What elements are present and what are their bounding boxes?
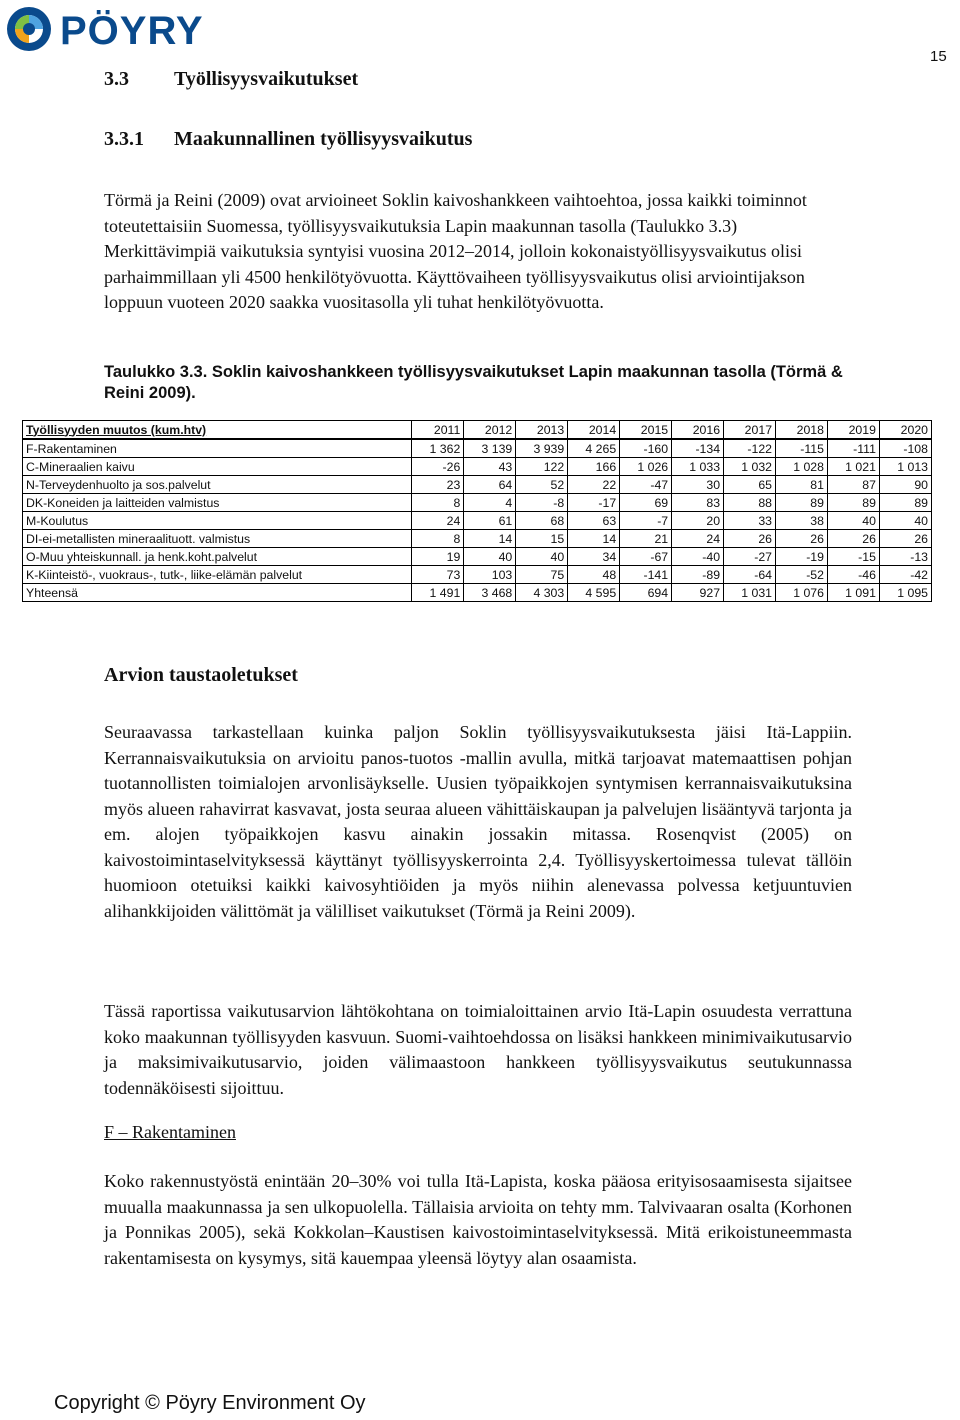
copyright-footer: Copyright © Pöyry Environment Oy	[54, 1392, 366, 1414]
table-cell: 90	[879, 476, 931, 494]
table-cell: 1 091	[827, 584, 879, 602]
table-header-label: Työllisyyden muutos (kum.htv)	[23, 421, 412, 440]
table-cell: 81	[776, 476, 828, 494]
employment-table	[22, 420, 932, 602]
table-cell: 19	[412, 548, 464, 566]
year-header: 2016	[672, 421, 724, 440]
subsection-heading	[104, 128, 472, 151]
table-cell: 20	[672, 512, 724, 530]
table-cell: 694	[620, 584, 672, 602]
table-cell: -26	[412, 458, 464, 476]
table-cell: 1 491	[412, 584, 464, 602]
section-heading	[104, 68, 358, 91]
table-cell: 4 303	[516, 584, 568, 602]
row-label: Yhteensä	[23, 584, 412, 602]
table-cell: -134	[672, 439, 724, 458]
table-row	[23, 458, 932, 476]
table-cell: 63	[568, 512, 620, 530]
table-cell: 69	[620, 494, 672, 512]
subsection-title: Maakunnallinen työllisyysvaikutus	[174, 128, 473, 150]
table-cell: 83	[672, 494, 724, 512]
subsection-number: 3.3.1	[104, 128, 144, 150]
table-cell: 75	[516, 566, 568, 584]
table-cell: 30	[672, 476, 724, 494]
row-label: O-Muu yhteiskunnall. ja henk.koht.palvelut	[23, 548, 412, 566]
table-cell: 122	[516, 458, 568, 476]
table-row	[23, 548, 932, 566]
table-cell: 4 265	[568, 439, 620, 458]
year-header: 2019	[827, 421, 879, 440]
table-cell: -47	[620, 476, 672, 494]
table-cell: 65	[724, 476, 776, 494]
table-cell: 64	[464, 476, 516, 494]
table-cell: 15	[516, 530, 568, 548]
row-label: F-Rakentaminen	[23, 439, 412, 458]
table-cell: -89	[672, 566, 724, 584]
table-cell: 24	[412, 512, 464, 530]
table-row	[23, 476, 932, 494]
table-cell: 927	[672, 584, 724, 602]
table-cell: 1 076	[776, 584, 828, 602]
table-cell: -7	[620, 512, 672, 530]
table-cell: 26	[776, 530, 828, 548]
table-row	[23, 566, 932, 584]
table-cell: 88	[724, 494, 776, 512]
table-cell: 61	[464, 512, 516, 530]
table-row	[23, 512, 932, 530]
table-cell: 1 026	[620, 458, 672, 476]
table-cell: 89	[827, 494, 879, 512]
table-caption: Taulukko 3.3. Soklin kaivoshankkeen työllisyysvaikutukset Lapin maakunnan tasolla (Törmä & Reini 2009).	[104, 363, 843, 402]
section-number: 3.3	[104, 68, 129, 90]
table-cell: 1 033	[672, 458, 724, 476]
table-cell: 1 032	[724, 458, 776, 476]
row-label: N-Terveydenhuolto ja sos.palvelut	[23, 476, 412, 494]
table-cell: 4	[464, 494, 516, 512]
table-row	[23, 584, 932, 602]
table-cell: -40	[672, 548, 724, 566]
table-cell: 40	[827, 512, 879, 530]
row-label: DK-Koneiden ja laitteiden valmistus	[23, 494, 412, 512]
poyry-logo	[4, 2, 254, 56]
year-header: 2014	[568, 421, 620, 440]
table-cell: 26	[827, 530, 879, 548]
table-cell: 3 939	[516, 439, 568, 458]
table-cell: -27	[724, 548, 776, 566]
year-header: 2013	[516, 421, 568, 440]
table-cell: -15	[827, 548, 879, 566]
table-cell: -141	[620, 566, 672, 584]
table-cell: 3 468	[464, 584, 516, 602]
table-cell: 43	[464, 458, 516, 476]
table-header-row	[23, 421, 932, 440]
table-cell: -108	[879, 439, 931, 458]
table-cell: -52	[776, 566, 828, 584]
table-cell: 22	[568, 476, 620, 494]
table-cell: 21	[620, 530, 672, 548]
table-cell: 26	[879, 530, 931, 548]
table-cell: 48	[568, 566, 620, 584]
assumptions-paragraph-1: Seuraavassa tarkastellaan kuinka paljon Soklin työllisyysvaikutuksesta jäisi Itä-Lappiin. Kerrannaisvaikutuksia on arvioitu panos-tuotos -mallin avulla, mitkä tarjoavat matemaattisen pohjan tuotannollisten toimialojen arvonlisäykselle. Uusien työpaikkojen syntymisen kerrannaisvaikutuksina myös alueen rahavirrat kasvavat, josta seuraa alueen vähittäiskaupan ja palvelujen lisääntyvä tarjonta ja em. alojen työpaikkojen kasvu ainakin jossakin mitassa. Rosenqvist (2005) on kaivostoimintaselvityksessä käyttänyt työllisyyskerrointa 2,4. Työllisyyskertoimessa tulevat tällöin huomioon otetuiksi kaikki kaivosyhtiöiden ja myös niihin alenevassa polvessa ketjuuntuvien alihankkijoiden välittömät ja välilliset vaikutukset (Törmä ja Reini 2009).	[104, 722, 852, 921]
table-cell: 166	[568, 458, 620, 476]
table-cell: -42	[879, 566, 931, 584]
table-cell: -13	[879, 548, 931, 566]
intro-paragraph: Törmä ja Reini (2009) ovat arvioineet Soklin kaivoshankkeen vaihtoehtoa, jossa kaikki toiminnot toteutettaisiin Suomessa, työllisyysvaikutuksia Lapin maakunnan tasolla (Taulukko 3.3) Merkittävimpiä vaikutuksia syntyisi vuosina 2012–2014, jolloin kokonaistyöllisyysvaikutus olisi parhaimmillaan yli 4500 henkilötyövuotta. Käyttövaiheen työllisyysvaikutus olisi arviointijakson loppuun vuoteen 2020 saakka vuositasolla yli tuhat henkilötyövuotta.	[104, 190, 807, 312]
table-row	[23, 439, 932, 458]
table-cell: 1 028	[776, 458, 828, 476]
table-cell: 89	[879, 494, 931, 512]
table-cell: -46	[827, 566, 879, 584]
year-header: 2015	[620, 421, 672, 440]
table-cell: 8	[412, 530, 464, 548]
table-cell: -64	[724, 566, 776, 584]
row-label: K-Kiinteistö-, vuokraus-, tutk-, liike-elämän palvelut	[23, 566, 412, 584]
table-cell: 52	[516, 476, 568, 494]
page-number: 15	[930, 48, 947, 65]
table-cell: 103	[464, 566, 516, 584]
table-cell: 4 595	[568, 584, 620, 602]
construction-heading: F – Rakentaminen	[104, 1122, 236, 1142]
year-header: 2011	[412, 421, 464, 440]
table-cell: -115	[776, 439, 828, 458]
logo-mark-icon	[7, 7, 51, 51]
table-cell: 14	[464, 530, 516, 548]
table-cell: 87	[827, 476, 879, 494]
table-cell: 40	[516, 548, 568, 566]
table-cell: 14	[568, 530, 620, 548]
year-header: 2012	[464, 421, 516, 440]
table-cell: -17	[568, 494, 620, 512]
table-cell: 40	[879, 512, 931, 530]
table-cell: 26	[724, 530, 776, 548]
table-cell: 33	[724, 512, 776, 530]
row-label: M-Koulutus	[23, 512, 412, 530]
table-cell: -8	[516, 494, 568, 512]
assumptions-paragraph-2: Tässä raportissa vaikutusarvion lähtökohtana on toimialoittainen arvio Itä-Lapin osuudesta verrattuna koko maakunnan työllisyyden kasvuun. Suomi-vaihtoehdossa on lisäksi hankkeen minimivaikutusarvio ja maksimivaikutusarvio, joiden välimaastoon hankkeen työllisyysvaikutus seutukunnassa todennäköisesti sijoittuu.	[104, 1001, 852, 1098]
table-cell: 38	[776, 512, 828, 530]
table-cell: 3 139	[464, 439, 516, 458]
table-cell: -122	[724, 439, 776, 458]
row-label: C-Mineraalien kaivu	[23, 458, 412, 476]
logo-wordmark: PÖYRY	[60, 9, 204, 53]
table-cell: 40	[464, 548, 516, 566]
construction-paragraph: Koko rakennustyöstä enintään 20–30% voi tulla Itä-Lapista, koska pääosa erityisosaamisesta sijaitsee muualla maakunnassa ja sen ulkopuolella. Tällaisia arvioita on tehty mm. Talvivaaran osalta (Korhonen ja Ponnikas 2005), sekä Kokkolan–Kaustisen kaivostoimintaselvityksessä. Mitä erikoistuneemmasta rakentamisesta on kysymys, sitä kauempaa yleensä löytyy alan osaamista.	[104, 1171, 852, 1268]
table-cell: 8	[412, 494, 464, 512]
table-cell: 68	[516, 512, 568, 530]
table-cell: 1 031	[724, 584, 776, 602]
table-cell: 89	[776, 494, 828, 512]
table-cell: -19	[776, 548, 828, 566]
table-cell: 73	[412, 566, 464, 584]
section-title: Työllisyysvaikutukset	[174, 68, 359, 90]
table-cell: -160	[620, 439, 672, 458]
year-header: 2020	[879, 421, 931, 440]
assumptions-heading: Arvion taustaoletukset	[104, 664, 298, 686]
year-header: 2018	[776, 421, 828, 440]
year-header: 2017	[724, 421, 776, 440]
table-cell: 1 095	[879, 584, 931, 602]
table-cell: 1 362	[412, 439, 464, 458]
table-cell: 1 013	[879, 458, 931, 476]
table-cell: 1 021	[827, 458, 879, 476]
table-row	[23, 530, 932, 548]
table-cell: -111	[827, 439, 879, 458]
table-cell: 24	[672, 530, 724, 548]
table-cell: -67	[620, 548, 672, 566]
table-row	[23, 494, 932, 512]
table-cell: 34	[568, 548, 620, 566]
table-cell: 23	[412, 476, 464, 494]
row-label: DI-ei-metallisten mineraalituott. valmistus	[23, 530, 412, 548]
